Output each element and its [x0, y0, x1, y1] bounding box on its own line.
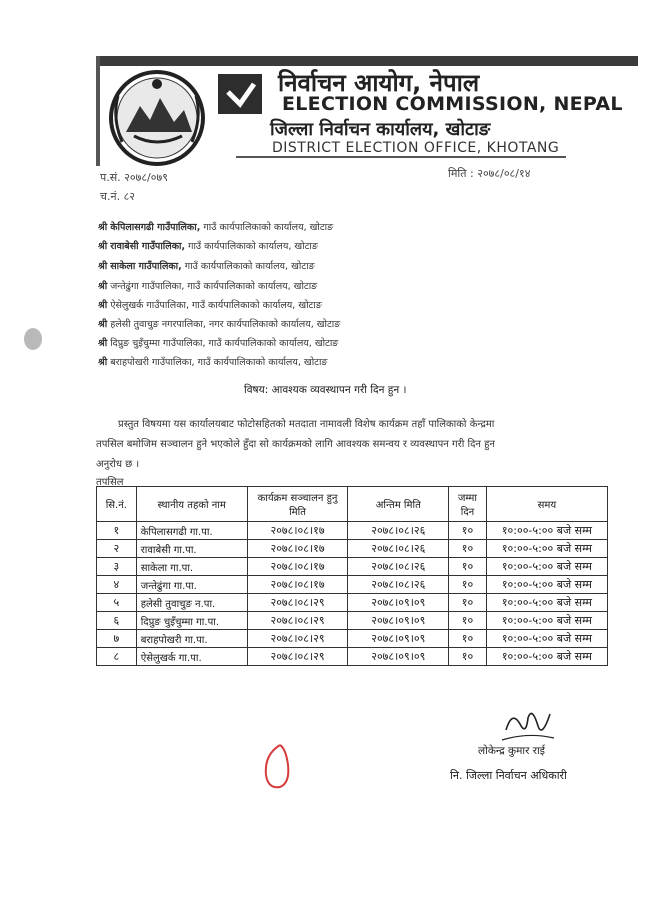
cell-start-date: २०७८।०८।२९: [247, 630, 348, 648]
cell-time: १०:००-५:०० बजे सम्म: [486, 648, 607, 666]
column-header-total-days: जम्मा दिन: [449, 487, 487, 522]
cell-local-level: साकेला गा.पा.: [136, 558, 247, 576]
cell-end-date: २०७८।०८।२६: [348, 540, 449, 558]
body-text-line: तपसिल बमोजिम सञ्चालन हुने भएकोले हुँदा सो कार्यक्रमको लागि आवश्यक समन्वय र व्यवस्थापन गरी दिन हुन: [96, 439, 495, 450]
letterhead-top-rule: [98, 56, 638, 66]
commission-name-nepali: निर्वाचन आयोग, नेपाल: [278, 69, 480, 97]
cell-sn: ४: [97, 576, 137, 594]
cell-total-days: १०: [449, 648, 487, 666]
cell-local-level: ऐसेलुखर्क गा.पा.: [136, 648, 247, 666]
letterhead-divider: [236, 156, 566, 158]
office-name-english: DISTRICT ELECTION OFFICE, KHOTANG: [272, 140, 560, 156]
scan-punch-hole: [24, 328, 42, 350]
office-name-nepali: जिल्ला निर्वाचन कार्यालय, खोटाङ: [270, 119, 491, 140]
table-row: [97, 612, 608, 630]
ballot-check-icon: [218, 74, 262, 114]
cell-total-days: १०: [449, 594, 487, 612]
body-text-line: प्रस्तुत विषयमा यस कार्यालयबाट फोटोसहितको मतदाता नामावली विशेष कार्यक्रम तहाँ पालिकाको केन्द्रमा: [118, 419, 495, 430]
cell-sn: ६: [97, 612, 137, 630]
addressee-line: श्री ऐसेलुखर्क गाउँपालिका, गाउँ कार्यपालिकाको कार्यालय, खोटाङ: [98, 300, 322, 311]
cell-start-date: २०७८।०८।१७: [247, 540, 348, 558]
column-header-time: समय: [486, 487, 607, 522]
cell-local-level: हलेसी तुवाचुङ न.पा.: [136, 594, 247, 612]
letter-date: मिति : २०७८/०८/१४: [448, 167, 531, 180]
column-header-sn: सि.नं.: [97, 487, 137, 522]
letterhead-left-rule: [96, 56, 100, 166]
cell-total-days: १०: [449, 576, 487, 594]
cell-start-date: २०७८।०८।१७: [247, 576, 348, 594]
cell-time: १०:००-५:०० बजे सम्म: [486, 630, 607, 648]
cell-time: १०:००-५:०० बजे सम्म: [486, 540, 607, 558]
cell-time: १०:००-५:०० बजे सम्म: [486, 594, 607, 612]
red-pen-mark: [260, 735, 310, 795]
column-header-start-date: कार्यक्रम सञ्चालन हुनु मिति: [247, 487, 348, 522]
cell-sn: ८: [97, 648, 137, 666]
addressee-line: श्री केपिलासगढी गाउँपालिका, गाउँ कार्यपालिकाको कार्यालय, खोटाङ: [98, 222, 334, 233]
cell-end-date: २०७८।०८।२६: [348, 522, 449, 540]
cell-time: १०:००-५:०० बजे सम्म: [486, 522, 607, 540]
cell-start-date: २०७८।०८।२९: [247, 594, 348, 612]
cell-total-days: १०: [449, 558, 487, 576]
cell-local-level: दिप्रुङ चुइँचुम्मा गा.पा.: [136, 612, 247, 630]
signatory-title: नि. जिल्ला निर्वाचन अधिकारी: [450, 769, 567, 782]
cell-total-days: १०: [449, 612, 487, 630]
cell-end-date: २०७८।०९।०९: [348, 612, 449, 630]
cell-end-date: २०७८।०९।०९: [348, 648, 449, 666]
signatory-name: लोकेन्द्र कुमार राई: [478, 745, 545, 757]
cell-local-level: केपिलासगढी गा.पा.: [136, 522, 247, 540]
tapsil-label: तपसिल: [96, 477, 124, 488]
table-row: [97, 630, 608, 648]
addressee-line: श्री साकेला गाउँपालिका, गाउँ कार्यपालिकाको कार्यालय, खोटाङ: [98, 261, 315, 272]
cell-local-level: रावाबेसी गा.पा.: [136, 540, 247, 558]
cell-total-days: १०: [449, 540, 487, 558]
cell-start-date: २०७८।०८।१७: [247, 558, 348, 576]
cell-total-days: १०: [449, 630, 487, 648]
addressee-line: श्री जन्तेढुंगा गाउँपालिका, गाउँ कार्यपालिकाको कार्यालय, खोटाङ: [98, 281, 318, 292]
cell-sn: १: [97, 522, 137, 540]
table-row: [97, 648, 608, 666]
cell-time: १०:००-५:०० बजे सम्म: [486, 558, 607, 576]
cell-local-level: बराहपोखरी गा.पा.: [136, 630, 247, 648]
cell-end-date: २०७८।०९।०९: [348, 630, 449, 648]
cell-end-date: २०७८।०८।२६: [348, 558, 449, 576]
schedule-table: [96, 486, 608, 666]
addressee-line: श्री दिप्रुङ चुइँचुम्मा गाउँपालिका, गाउँ कार्यपालिकाको कार्यालय, खोटाङ: [98, 338, 339, 349]
table-header-row: [97, 487, 608, 522]
signature-icon: [498, 700, 558, 748]
cell-time: १०:००-५:०० बजे सम्म: [486, 612, 607, 630]
cell-sn: ३: [97, 558, 137, 576]
nepal-emblem-icon: [104, 66, 210, 168]
dispatch-number: च.नं. ८२: [100, 190, 136, 203]
cell-start-date: २०७८।०८।२९: [247, 612, 348, 630]
table-row: [97, 594, 608, 612]
commission-name-english: ELECTION COMMISSION, NEPAL: [282, 93, 623, 115]
cell-local-level: जन्तेढुंगा गा.पा.: [136, 576, 247, 594]
cell-end-date: २०७८।०८।२६: [348, 576, 449, 594]
addressee-line: श्री हलेसी तुवाचुङ नगरपालिका, नगर कार्यपालिकाको कार्यालय, खोटाङ: [98, 319, 341, 330]
cell-end-date: २०७८।०९।०९: [348, 594, 449, 612]
column-header-end-date: अन्तिम मिति: [348, 487, 449, 522]
cell-sn: २: [97, 540, 137, 558]
cell-start-date: २०७८।०८।१७: [247, 522, 348, 540]
table-row: [97, 540, 608, 558]
cell-sn: ७: [97, 630, 137, 648]
table-row: [97, 576, 608, 594]
cell-sn: ५: [97, 594, 137, 612]
cell-time: १०:००-५:०० बजे सम्म: [486, 576, 607, 594]
addressee-line: श्री रावाबेसी गाउँपालिका, गाउँ कार्यपालिकाको कार्यालय, खोटाङ: [98, 241, 318, 252]
letter-reference-number: प.सं. २०७८/०७९: [100, 171, 168, 184]
cell-start-date: २०७८।०८।२९: [247, 648, 348, 666]
cell-total-days: १०: [449, 522, 487, 540]
addressee-line: श्री बराहपोखरी गाउँपालिका, गाउँ कार्यपालिकाको कार्यालय, खोटाङ: [98, 357, 328, 368]
table-row: [97, 558, 608, 576]
column-header-local-level: स्थानीय तहको नाम: [136, 487, 247, 522]
letter-subject: विषय: आवश्यक व्यवस्थापन गरी दिन हुन ।: [244, 384, 407, 396]
table-row: [97, 522, 608, 540]
body-text-line: अनुरोध छ ।: [96, 459, 140, 470]
